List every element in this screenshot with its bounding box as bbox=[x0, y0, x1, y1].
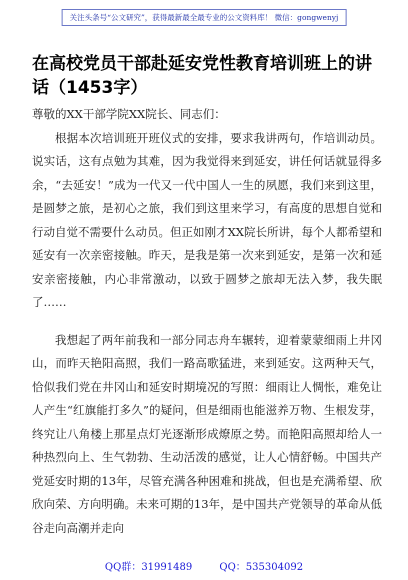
paragraph-1: 根据本次培训班开班仪式的安排，要求我讲两句，作培训动员。说实话，这有点勉为其难，因为我觉得来到延安，讲任何话就显得多余，“去延安！”成为一代又一代中国人一生的夙愿，我们来到这里，是圆梦之旅，是初心之旅，我们到这里来学习，有高度的思想自觉和行动自觉不需要什么动员。但正如刚才XX院长所讲，每个人都希望和延安有一次亲密接触。昨天，是我是第一次来到延安，是第一次和延安亲密接触，内心非常激动，以致于圆梦之旅却无法入梦，我失眠了…… bbox=[32, 130, 382, 309]
document-title: 在高校党员干部赴延安党性教育培训班上的讲话（1453字） bbox=[32, 54, 372, 98]
promo-banner: 关注头条号“公文研究”，获得最新最全最专业的公文资料库！ 微信：gongwenyj bbox=[62, 9, 347, 26]
footer-qq: QQ：535304092 bbox=[219, 562, 304, 573]
document-body bbox=[32, 103, 382, 540]
paragraph-2: 我想起了两年前我和一部分同志舟车辗转，迎着蒙蒙细雨上井冈山，而昨天艳阳高照，我们一路高歌猛进，来到延安。这两种天气，恰似我们党在井冈山和延安时期境况的写照：细雨让人惆怅，难免让人产生“红旗能打多久”的疑问，但是细雨也能滋养万物、生根发芽，终究让八角楼上那星点灯光逐渐形成燎原之势。而艳阳高照却给人一种热烈向上、生气勃勃、生动活泼的感觉，让人心情舒畅。中国共产党延安时期的13年，尽管充满各种困难和挑战，但也是充满希望、欣欣向荣、方向明确。未来可期的13年，是中国共产党领导的革命从低谷走向高潮并走向 bbox=[32, 332, 382, 535]
footer-qq-group: QQ群：31991489 bbox=[104, 562, 193, 573]
footer-contact bbox=[0, 558, 408, 573]
salutation: 尊敬的XX干部学院XX院长、同志们： bbox=[32, 107, 226, 121]
